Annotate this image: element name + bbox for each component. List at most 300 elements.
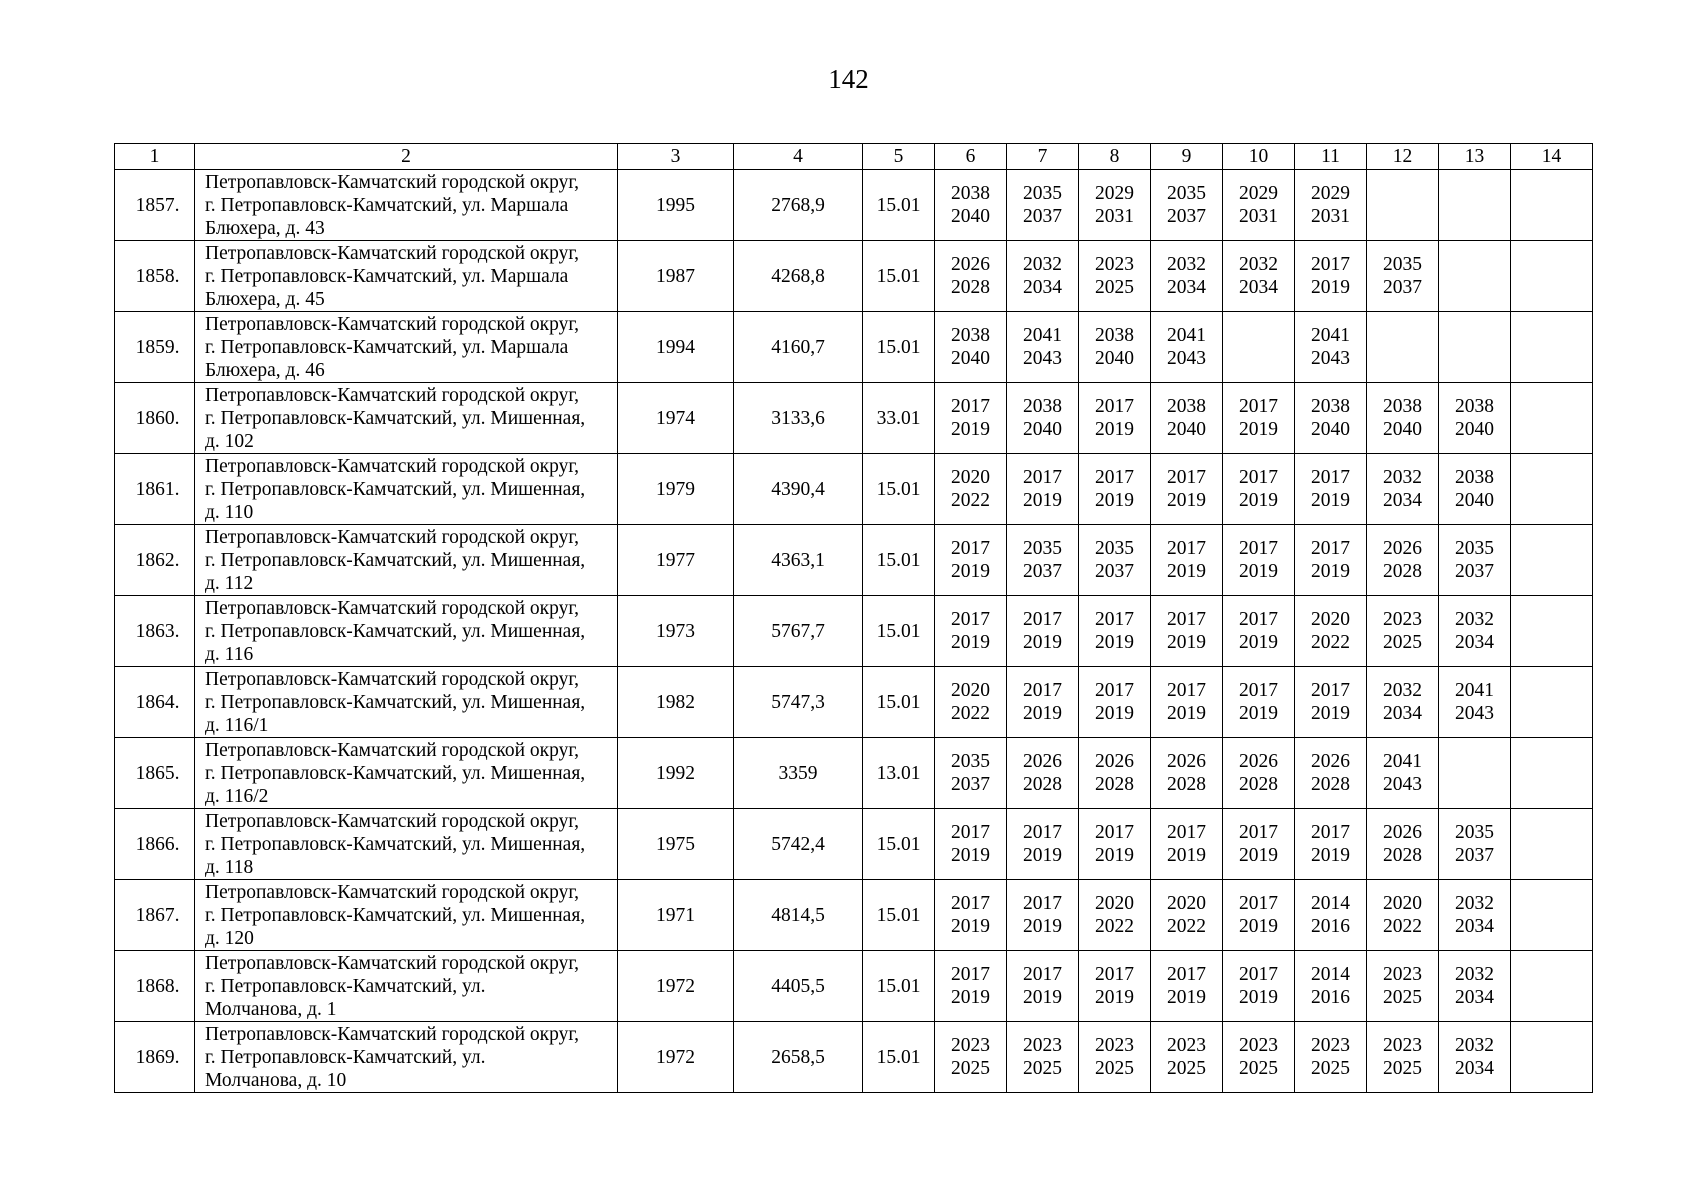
period-end-year: 2019 — [1023, 916, 1062, 937]
period-end-year: 2040 — [951, 206, 990, 227]
period-start-year: 2017 — [1095, 609, 1134, 630]
address-line: г. Петропавловск-Камчатский, ул. Маршала — [205, 194, 569, 216]
column-header: 6 — [935, 144, 1007, 170]
period-cell — [1151, 525, 1223, 596]
area-cell: 2768,9 — [734, 170, 863, 241]
period-start-year: 2017 — [951, 609, 990, 630]
period-cell — [1151, 596, 1223, 667]
address-line: Петропавловск-Камчатский городской округ, — [205, 952, 580, 974]
row-number-cell: 1866. — [115, 809, 195, 880]
period-end-year: 2019 — [1023, 703, 1062, 724]
column-header: 7 — [1007, 144, 1079, 170]
code-cell: 15.01 — [863, 596, 935, 667]
table-body — [115, 170, 1593, 1093]
address-line: г. Петропавловск-Камчатский, ул. Мишенная, — [205, 620, 586, 642]
period-cell — [1151, 241, 1223, 312]
period-end-year: 2040 — [1311, 419, 1350, 440]
address-cell — [195, 1022, 618, 1093]
period-cell — [1439, 525, 1511, 596]
address-cell — [195, 951, 618, 1022]
period-start-year: 2032 — [1455, 964, 1494, 985]
period-start-year: 2038 — [1023, 396, 1062, 417]
year-built-cell: 1974 — [618, 383, 734, 454]
period-start-year: 2014 — [1311, 964, 1350, 985]
period-end-year: 2019 — [951, 987, 990, 1008]
table-row — [115, 383, 1593, 454]
period-cell — [1511, 738, 1593, 809]
table-row — [115, 738, 1593, 809]
address-cell — [195, 312, 618, 383]
period-cell — [1223, 809, 1295, 880]
address-line: г. Петропавловск-Камчатский, ул. — [205, 1046, 486, 1068]
period-cell — [1007, 809, 1079, 880]
period-end-year: 2025 — [951, 1058, 990, 1079]
period-start-year: 2038 — [951, 183, 990, 204]
period-cell — [935, 880, 1007, 951]
period-start-year: 2017 — [1095, 680, 1134, 701]
period-start-year: 2017 — [1239, 893, 1278, 914]
period-end-year: 2022 — [1383, 916, 1422, 937]
period-start-year: 2023 — [1095, 254, 1134, 275]
period-cell — [1223, 1022, 1295, 1093]
period-start-year: 2026 — [1023, 751, 1062, 772]
period-start-year: 2020 — [1167, 893, 1206, 914]
row-number-cell: 1858. — [115, 241, 195, 312]
period-cell — [1439, 738, 1511, 809]
address-line: г. Петропавловск-Камчатский, ул. Мишенная, — [205, 407, 586, 429]
address-line: Петропавловск-Камчатский городской округ, — [205, 384, 580, 406]
period-start-year: 2017 — [1311, 680, 1350, 701]
period-start-year: 2023 — [1095, 1035, 1134, 1056]
row-number-cell: 1857. — [115, 170, 195, 241]
period-cell — [935, 383, 1007, 454]
area-cell: 3133,6 — [734, 383, 863, 454]
area-cell: 4160,7 — [734, 312, 863, 383]
period-end-year: 2019 — [1167, 632, 1206, 653]
period-cell — [1295, 1022, 1367, 1093]
period-start-year: 2020 — [951, 467, 990, 488]
period-start-year: 2035 — [1455, 822, 1494, 843]
period-end-year: 2019 — [1239, 561, 1278, 582]
year-built-cell: 1995 — [618, 170, 734, 241]
period-start-year: 2017 — [1239, 538, 1278, 559]
period-end-year: 2022 — [1311, 632, 1350, 653]
address-line: г. Петропавловск-Камчатский, ул. — [205, 975, 486, 997]
period-cell — [1007, 596, 1079, 667]
column-header: 5 — [863, 144, 935, 170]
area-cell: 2658,5 — [734, 1022, 863, 1093]
period-cell — [1439, 809, 1511, 880]
period-start-year: 2020 — [951, 680, 990, 701]
address-cell — [195, 525, 618, 596]
period-start-year: 2038 — [1095, 325, 1134, 346]
period-cell — [1439, 170, 1511, 241]
address-line: Петропавловск-Камчатский городской округ, — [205, 597, 580, 619]
period-start-year: 2041 — [1167, 325, 1206, 346]
period-start-year: 2032 — [1455, 893, 1494, 914]
address-line: д. 116/1 — [205, 714, 269, 736]
period-end-year: 2019 — [1167, 845, 1206, 866]
row-number-cell: 1868. — [115, 951, 195, 1022]
period-start-year: 2017 — [951, 396, 990, 417]
address-line: Блюхера, д. 45 — [205, 288, 325, 310]
period-end-year: 2034 — [1455, 987, 1494, 1008]
code-cell: 15.01 — [863, 312, 935, 383]
period-cell — [1367, 454, 1439, 525]
period-cell — [1079, 525, 1151, 596]
period-start-year: 2017 — [1311, 822, 1350, 843]
period-cell — [1007, 667, 1079, 738]
period-start-year: 2035 — [1383, 254, 1422, 275]
period-end-year: 2019 — [1239, 419, 1278, 440]
period-cell — [1295, 951, 1367, 1022]
period-cell — [1295, 312, 1367, 383]
row-number-cell: 1859. — [115, 312, 195, 383]
year-built-cell: 1972 — [618, 951, 734, 1022]
period-end-year: 2019 — [1239, 916, 1278, 937]
period-end-year: 2034 — [1383, 703, 1422, 724]
period-end-year: 2034 — [1455, 916, 1494, 937]
period-cell — [1439, 667, 1511, 738]
period-end-year: 2037 — [1167, 206, 1206, 227]
address-line: Петропавловск-Камчатский городской округ, — [205, 668, 580, 690]
period-end-year: 2019 — [1311, 703, 1350, 724]
address-line: Петропавловск-Камчатский городской округ, — [205, 810, 580, 832]
period-cell — [1367, 383, 1439, 454]
period-end-year: 2034 — [1455, 632, 1494, 653]
period-end-year: 2025 — [1383, 987, 1422, 1008]
address-line: г. Петропавловск-Камчатский, ул. Маршала — [205, 265, 569, 287]
period-start-year: 2026 — [1383, 538, 1422, 559]
code-cell: 15.01 — [863, 525, 935, 596]
period-cell — [1223, 951, 1295, 1022]
period-cell — [1295, 454, 1367, 525]
period-cell — [1511, 454, 1593, 525]
period-cell — [1007, 880, 1079, 951]
period-cell — [1367, 241, 1439, 312]
period-cell — [1511, 596, 1593, 667]
column-header: 10 — [1223, 144, 1295, 170]
area-cell: 5742,4 — [734, 809, 863, 880]
period-end-year: 2019 — [951, 632, 990, 653]
address-line: г. Петропавловск-Камчатский, ул. Мишенная, — [205, 833, 586, 855]
address-cell — [195, 809, 618, 880]
year-built-cell: 1982 — [618, 667, 734, 738]
table-row — [115, 312, 1593, 383]
period-cell — [1151, 383, 1223, 454]
period-end-year: 2028 — [1167, 774, 1206, 795]
period-start-year: 2029 — [1311, 183, 1350, 204]
period-cell — [1007, 312, 1079, 383]
period-cell — [935, 596, 1007, 667]
period-cell — [1079, 667, 1151, 738]
period-start-year: 2041 — [1023, 325, 1062, 346]
period-start-year: 2023 — [1383, 964, 1422, 985]
period-cell — [935, 738, 1007, 809]
period-end-year: 2019 — [1311, 845, 1350, 866]
table-row — [115, 1022, 1593, 1093]
period-start-year: 2017 — [1311, 538, 1350, 559]
period-cell — [935, 241, 1007, 312]
period-cell — [1439, 383, 1511, 454]
address-line: Петропавловск-Камчатский городской округ, — [205, 739, 580, 761]
year-built-cell: 1973 — [618, 596, 734, 667]
period-cell — [1079, 738, 1151, 809]
period-cell — [1295, 241, 1367, 312]
period-end-year: 2019 — [1239, 987, 1278, 1008]
period-cell — [1367, 170, 1439, 241]
period-cell — [1367, 809, 1439, 880]
period-start-year: 2026 — [1095, 751, 1134, 772]
period-end-year: 2019 — [1239, 703, 1278, 724]
period-start-year: 2026 — [951, 254, 990, 275]
period-end-year: 2028 — [1311, 774, 1350, 795]
period-end-year: 2022 — [951, 703, 990, 724]
period-cell — [1223, 738, 1295, 809]
period-start-year: 2041 — [1383, 751, 1422, 772]
period-cell — [1511, 951, 1593, 1022]
housing-registry-table — [114, 143, 1593, 1093]
period-start-year: 2017 — [951, 964, 990, 985]
period-start-year: 2032 — [1383, 467, 1422, 488]
column-header: 2 — [195, 144, 618, 170]
period-cell — [1367, 880, 1439, 951]
period-start-year: 2017 — [1167, 680, 1206, 701]
period-end-year: 2043 — [1455, 703, 1494, 724]
area-cell: 4268,8 — [734, 241, 863, 312]
year-built-cell: 1994 — [618, 312, 734, 383]
column-number-row — [115, 144, 1593, 170]
period-cell — [1151, 170, 1223, 241]
period-start-year: 2023 — [1383, 1035, 1422, 1056]
period-end-year: 2019 — [1239, 632, 1278, 653]
period-end-year: 2028 — [1239, 774, 1278, 795]
period-cell — [1079, 809, 1151, 880]
period-cell — [1151, 667, 1223, 738]
period-end-year: 2019 — [951, 916, 990, 937]
period-cell — [1439, 312, 1511, 383]
period-cell — [1511, 667, 1593, 738]
period-end-year: 2019 — [1023, 632, 1062, 653]
table-row — [115, 525, 1593, 596]
period-cell — [1079, 596, 1151, 667]
year-built-cell: 1987 — [618, 241, 734, 312]
period-start-year: 2038 — [951, 325, 990, 346]
period-cell — [1151, 880, 1223, 951]
period-end-year: 2025 — [1383, 1058, 1422, 1079]
column-header: 13 — [1439, 144, 1511, 170]
column-header: 12 — [1367, 144, 1439, 170]
period-start-year: 2017 — [1167, 467, 1206, 488]
period-cell — [1007, 951, 1079, 1022]
period-cell — [1007, 383, 1079, 454]
period-end-year: 2019 — [1095, 490, 1134, 511]
address-line: Петропавловск-Камчатский городской округ, — [205, 313, 580, 335]
period-start-year: 2035 — [951, 751, 990, 772]
period-start-year: 2029 — [1095, 183, 1134, 204]
period-end-year: 2019 — [1167, 987, 1206, 1008]
period-start-year: 2035 — [1167, 183, 1206, 204]
period-end-year: 2034 — [1383, 490, 1422, 511]
period-cell — [1367, 738, 1439, 809]
period-start-year: 2017 — [1095, 396, 1134, 417]
period-start-year: 2023 — [1383, 609, 1422, 630]
period-end-year: 2037 — [1383, 277, 1422, 298]
period-end-year: 2019 — [1095, 987, 1134, 1008]
address-cell — [195, 454, 618, 525]
period-end-year: 2025 — [1239, 1058, 1278, 1079]
period-cell — [1295, 525, 1367, 596]
period-end-year: 2019 — [1023, 490, 1062, 511]
period-cell — [1007, 738, 1079, 809]
address-line: г. Петропавловск-Камчатский, ул. Мишенная, — [205, 691, 586, 713]
area-cell: 4390,4 — [734, 454, 863, 525]
period-end-year: 2028 — [951, 277, 990, 298]
code-cell: 15.01 — [863, 880, 935, 951]
period-cell — [1295, 738, 1367, 809]
period-start-year: 2017 — [1023, 609, 1062, 630]
period-start-year: 2032 — [1455, 1035, 1494, 1056]
area-cell: 5767,7 — [734, 596, 863, 667]
period-cell — [935, 170, 1007, 241]
code-cell: 13.01 — [863, 738, 935, 809]
period-start-year: 2017 — [1167, 964, 1206, 985]
period-start-year: 2038 — [1311, 396, 1350, 417]
period-end-year: 2040 — [1095, 348, 1134, 369]
address-line: г. Петропавловск-Камчатский, ул. Мишенная, — [205, 904, 586, 926]
period-cell — [1367, 525, 1439, 596]
address-cell — [195, 596, 618, 667]
period-end-year: 2016 — [1311, 987, 1350, 1008]
period-end-year: 2034 — [1455, 1058, 1494, 1079]
period-cell — [1007, 1022, 1079, 1093]
row-number-cell: 1860. — [115, 383, 195, 454]
period-cell — [1511, 312, 1593, 383]
period-end-year: 2019 — [1095, 845, 1134, 866]
period-end-year: 2019 — [1095, 419, 1134, 440]
period-end-year: 2019 — [1095, 632, 1134, 653]
period-start-year: 2041 — [1311, 325, 1350, 346]
address-line: Блюхера, д. 43 — [205, 217, 325, 239]
period-end-year: 2031 — [1311, 206, 1350, 227]
period-cell — [1223, 454, 1295, 525]
column-header: 9 — [1151, 144, 1223, 170]
period-end-year: 2028 — [1383, 845, 1422, 866]
year-built-cell: 1979 — [618, 454, 734, 525]
period-start-year: 2029 — [1239, 183, 1278, 204]
address-cell — [195, 241, 618, 312]
period-end-year: 2043 — [1167, 348, 1206, 369]
period-end-year: 2037 — [1095, 561, 1134, 582]
period-start-year: 2017 — [951, 822, 990, 843]
period-end-year: 2037 — [1023, 561, 1062, 582]
period-start-year: 2017 — [1095, 467, 1134, 488]
period-cell — [1151, 454, 1223, 525]
period-start-year: 2026 — [1311, 751, 1350, 772]
period-start-year: 2017 — [1239, 609, 1278, 630]
period-end-year: 2040 — [1167, 419, 1206, 440]
period-cell — [935, 1022, 1007, 1093]
period-start-year: 2035 — [1455, 538, 1494, 559]
period-end-year: 2040 — [1023, 419, 1062, 440]
period-end-year: 2040 — [1383, 419, 1422, 440]
code-cell: 15.01 — [863, 667, 935, 738]
period-start-year: 2026 — [1239, 751, 1278, 772]
period-start-year: 2014 — [1311, 893, 1350, 914]
period-end-year: 2019 — [951, 419, 990, 440]
period-end-year: 2025 — [1167, 1058, 1206, 1079]
address-line: г. Петропавловск-Камчатский, ул. Маршала — [205, 336, 569, 358]
address-cell — [195, 880, 618, 951]
period-end-year: 2019 — [1167, 703, 1206, 724]
period-end-year: 2031 — [1095, 206, 1134, 227]
period-start-year: 2017 — [1167, 822, 1206, 843]
period-end-year: 2019 — [1311, 561, 1350, 582]
period-end-year: 2034 — [1167, 277, 1206, 298]
period-cell — [1223, 880, 1295, 951]
period-start-year: 2026 — [1167, 751, 1206, 772]
period-cell — [1079, 312, 1151, 383]
period-cell — [1151, 738, 1223, 809]
address-line: д. 120 — [205, 927, 254, 949]
period-cell — [1223, 312, 1295, 383]
period-cell — [1367, 1022, 1439, 1093]
period-cell — [1007, 241, 1079, 312]
period-end-year: 2022 — [951, 490, 990, 511]
period-start-year: 2032 — [1023, 254, 1062, 275]
period-cell — [1511, 880, 1593, 951]
period-end-year: 2019 — [1167, 561, 1206, 582]
period-cell — [1223, 525, 1295, 596]
address-line: Петропавловск-Камчатский городской округ, — [205, 455, 580, 477]
period-end-year: 2019 — [1095, 703, 1134, 724]
period-end-year: 2019 — [951, 561, 990, 582]
period-cell — [1079, 951, 1151, 1022]
period-end-year: 2019 — [1311, 490, 1350, 511]
table-row — [115, 809, 1593, 880]
period-start-year: 2032 — [1455, 609, 1494, 630]
row-number-cell: 1861. — [115, 454, 195, 525]
column-header: 8 — [1079, 144, 1151, 170]
period-start-year: 2038 — [1455, 467, 1494, 488]
year-built-cell: 1975 — [618, 809, 734, 880]
period-cell — [1079, 383, 1151, 454]
area-cell: 4363,1 — [734, 525, 863, 596]
address-line: д. 102 — [205, 430, 254, 452]
period-cell — [1367, 312, 1439, 383]
period-start-year: 2017 — [951, 893, 990, 914]
year-built-cell: 1992 — [618, 738, 734, 809]
address-line: д. 116 — [205, 643, 254, 665]
year-built-cell: 1971 — [618, 880, 734, 951]
period-end-year: 2031 — [1239, 206, 1278, 227]
period-start-year: 2020 — [1311, 609, 1350, 630]
period-start-year: 2023 — [1167, 1035, 1206, 1056]
address-line: Петропавловск-Камчатский городской округ, — [205, 881, 580, 903]
period-start-year: 2035 — [1023, 183, 1062, 204]
period-cell — [1439, 596, 1511, 667]
column-header: 4 — [734, 144, 863, 170]
year-built-cell: 1972 — [618, 1022, 734, 1093]
period-start-year: 2017 — [1311, 467, 1350, 488]
period-start-year: 2020 — [1383, 893, 1422, 914]
period-start-year: 2017 — [1239, 822, 1278, 843]
period-cell — [935, 809, 1007, 880]
address-cell — [195, 383, 618, 454]
period-cell — [1079, 1022, 1151, 1093]
period-cell — [1511, 809, 1593, 880]
period-end-year: 2019 — [1023, 845, 1062, 866]
